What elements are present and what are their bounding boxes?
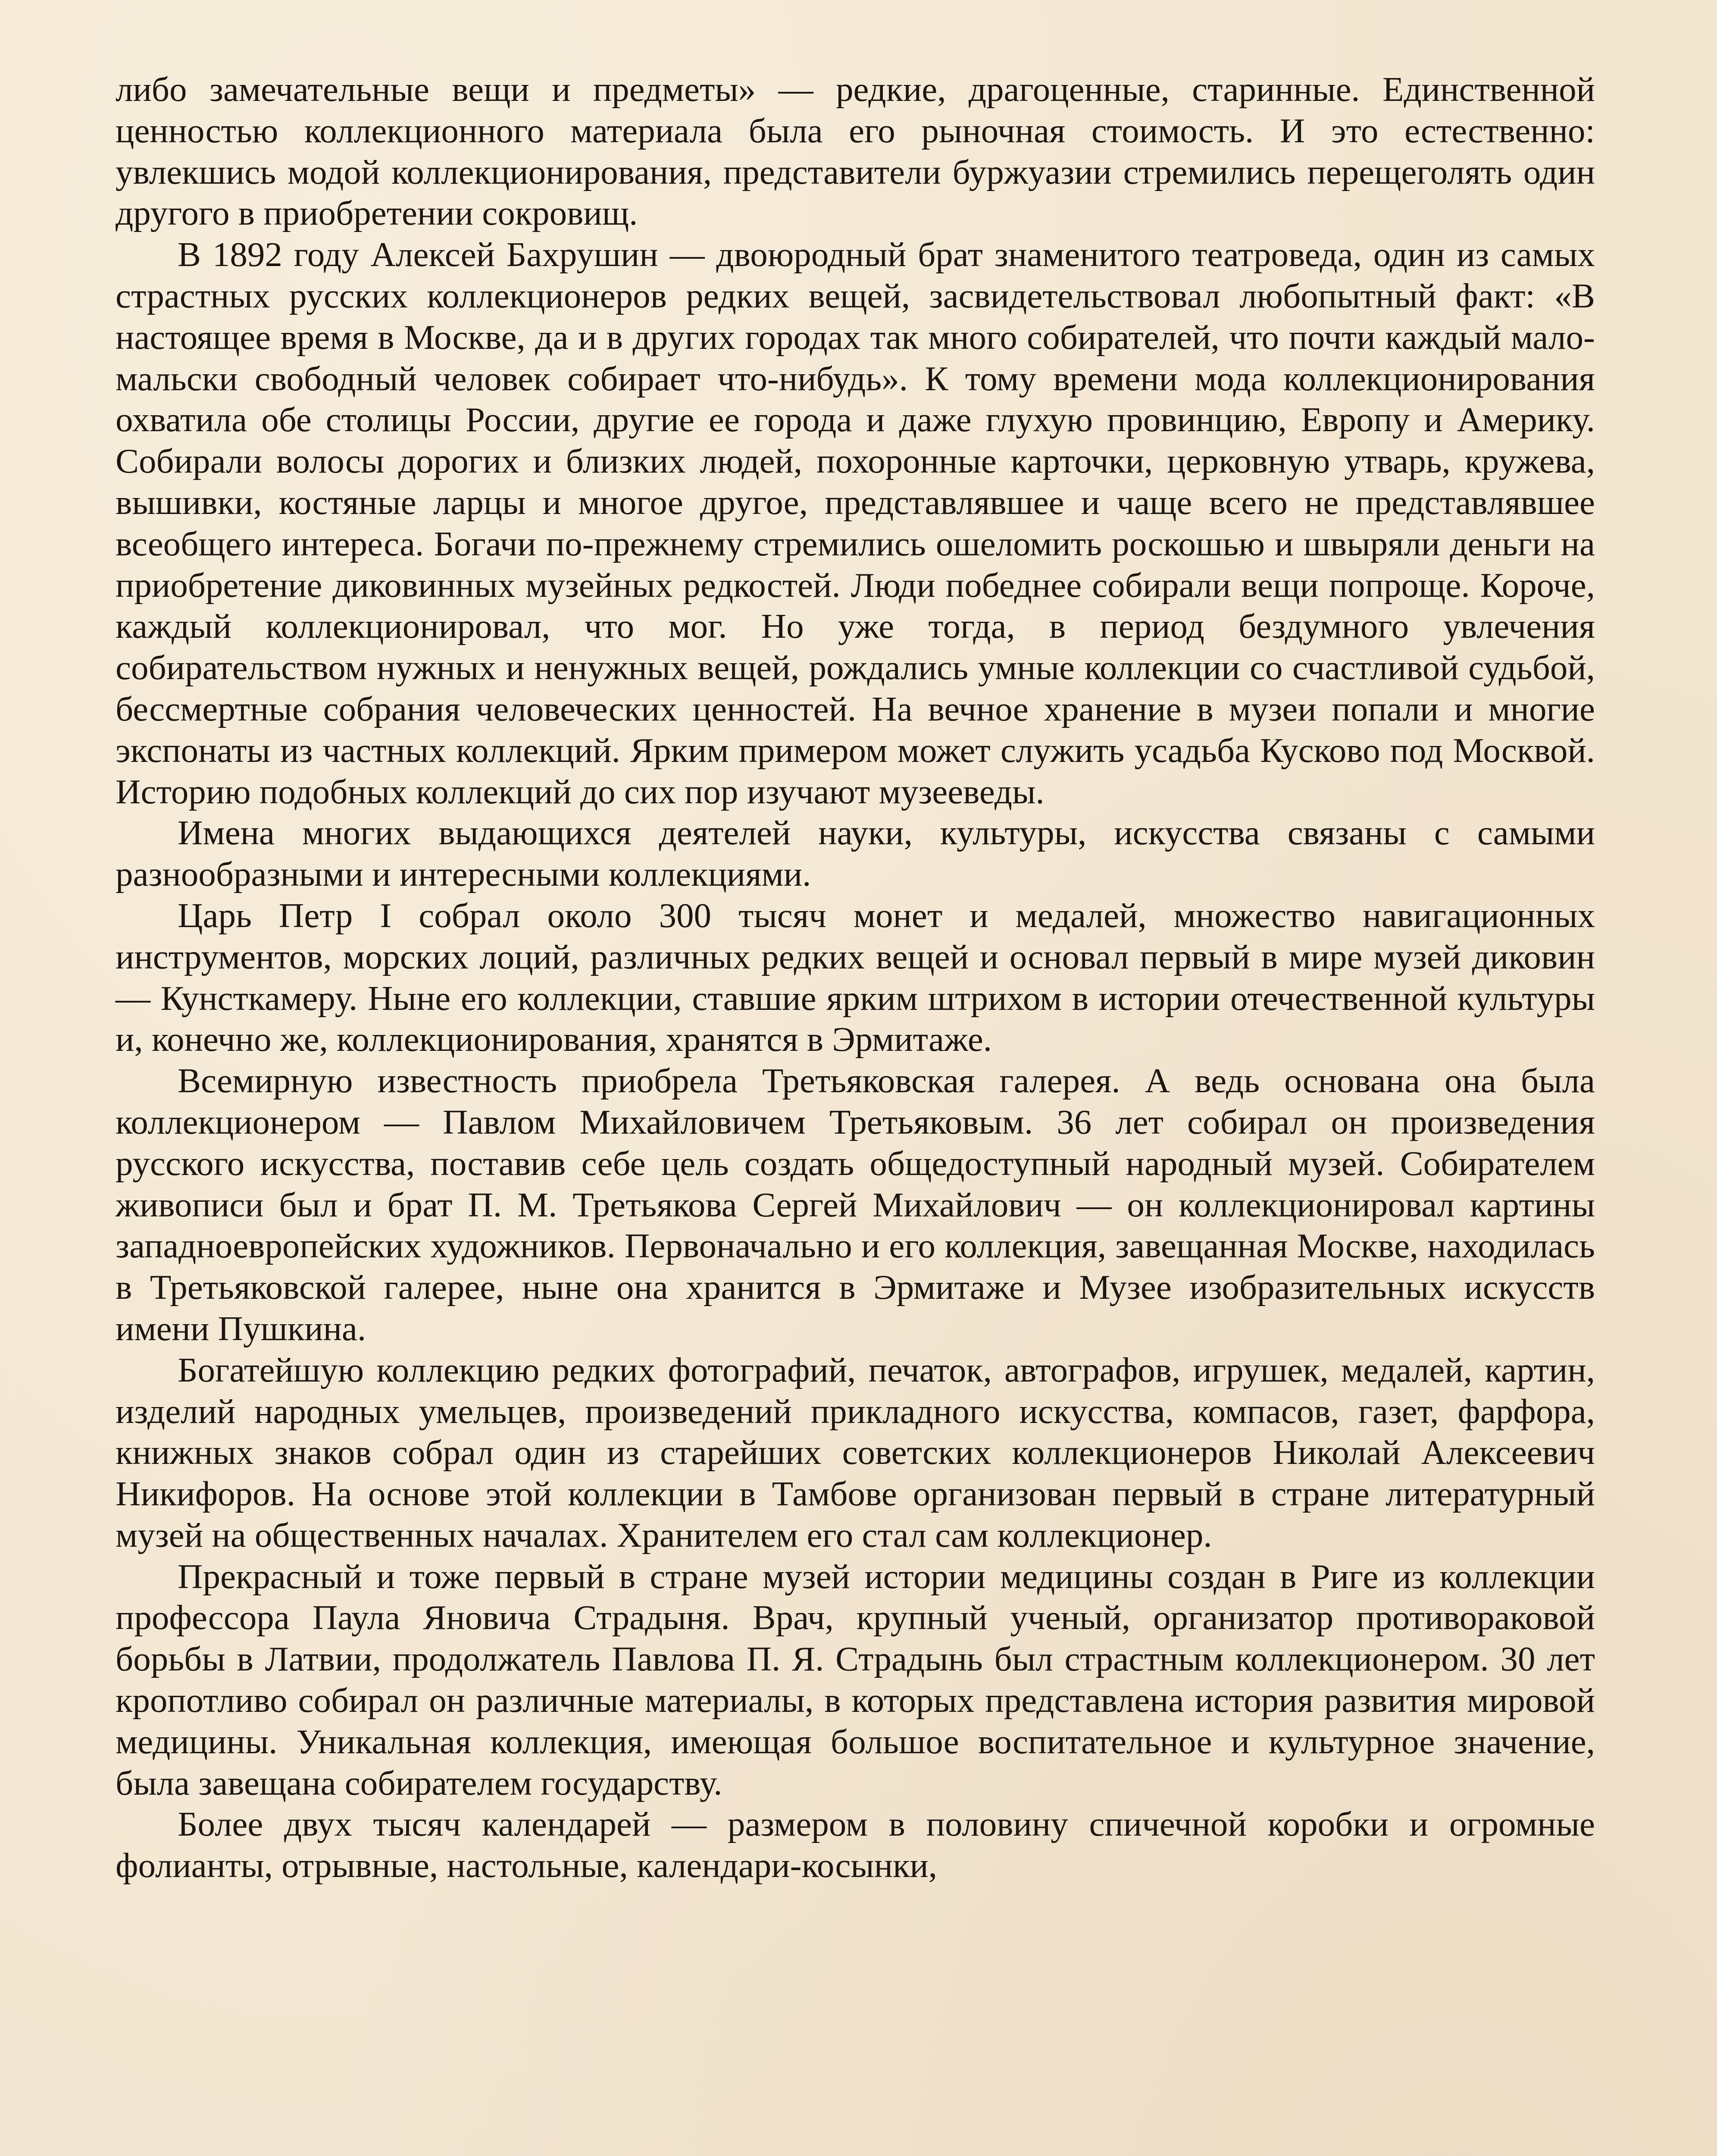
body-text (116, 69, 1595, 1887)
paragraph-tretyakov: Всемирную известность приобрела Третьяковская галерея. А ведь основана она была коллекционером — Павлом Михайловичем Третьяковым. 36 лет собирал он произведения русского искусства, поставив себе цель создать общедоступный народный музей. Собирателем живописи был и брат П. М. Третьякова Сергей Михайлович — он коллекционировал картины западноевропейских художников. Первоначально и его коллекция, завещанная Москве, находилась в Третьяковской галерее, ныне она хранится в Эрмитаже и Музее изобразительных искусств имени Пушкина. (116, 1061, 1595, 1348)
paragraph-peter-the-great: Царь Петр I собрал около 300 тысяч монет и медалей, множество навигационных инструментов, морских лоций, различных редких вещей и основал первый в мире музей диковин — Кунсткамеру. Ныне его коллекции, ставшие ярким штрихом в истории отечественной культуры и, конечно же, коллекционирования, хранятся в Эрмитаже. (116, 896, 1595, 1059)
paragraph-nikiforov: Богатейшую коллекцию редких фотографий, печаток, автографов, игрушек, медалей, картин, изделий народных умельцев, произведений прикладного искусства, компасов, газет, фарфора, книжных знаков собрал один из старейших советских коллекционеров Николай Алексеевич Никифоров. На основе этой коллекции в Тамбове организован первый в стране литературный музей на общественных началах. Хранителем его стал сам коллекционер. (116, 1350, 1595, 1554)
paragraph-famous-collectors: Имена многих выдающихся деятелей науки, культуры, искусства связаны с самыми разнообразными и интересными коллекциями. (116, 813, 1595, 894)
paragraph-bakhrushin: В 1892 году Алексей Бахрушин — двоюродный брат знаменитого театроведа, один из самых страстных русских коллекционеров редких вещей, засвидетельствовал любопытный факт: «В настоящее время в Москве, да и в других городах так много собирателей, что почти каждый мало-мальски свободный человек собирает что-нибудь». К тому времени мода коллекционирования охватила обе столицы России, другие ее города и даже глухую провинцию, Европу и Америку. Собирали волосы дорогих и близких людей, похоронные карточки, церковную утварь, кружева, вышивки, костяные ларцы и многое другое, представлявшее и чаще всего не представлявшее всеобщего интереса. Богачи по-прежнему стремились ошеломить роскошью и швыряли деньги на приобретение диковинных музейных редкостей. Люди победнее собирали вещи попроще. Короче, каждый коллекционировал, что мог. Но уже тогда, в период бездумного увлечения собирательством нужных и ненужных вещей, рождались умные коллекции со счастливой судьбой, бессмертные собрания человеческих ценностей. На вечное хранение в музеи попали и многие экспонаты из частных коллекций. Ярким примером может служить усадьба Кусково под Москвой. Историю подобных коллекций до сих пор изучают музееведы. (116, 235, 1595, 811)
paragraph-stradins: Прекрасный и тоже первый в стране музей истории медицины создан в Риге из коллекции профессора Паула Яновича Страдыня. Врач, крупный ученый, организатор противораковой борьбы в Латвии, продолжатель Павлова П. Я. Страдынь был страстным коллекционером. 30 лет кропотливо собирал он различные материалы, в которых представлена история развития мировой медицины. Уникальная коллекция, имеющая большое воспитательное и культурное значение, была завещана собирателем государству. (116, 1557, 1595, 1802)
paragraph-calendars: Более двух тысяч календарей — размером в половину спичечной коробки и огромные фолианты, отрывные, настольные, календари-косынки, (116, 1805, 1595, 1885)
paragraph-continuation: либо замечательные вещи и предметы» — редкие, драгоценные, старинные. Единственной ценностью коллекционного материала была его рыночная стоимость. И это естественно: увлекшись модой коллекционирования, представители буржуазии стремились перещеголять один другого в приобретении сокровищ. (116, 70, 1595, 233)
